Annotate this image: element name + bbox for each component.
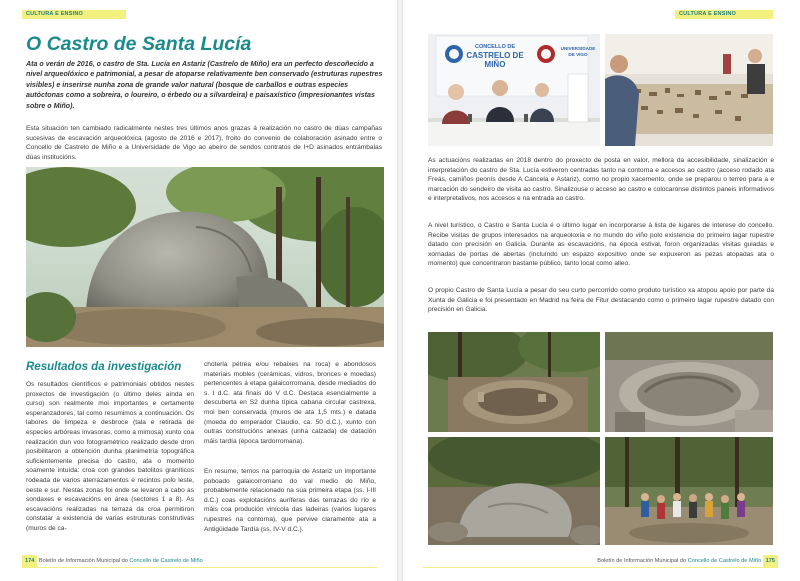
section-tag: CULTURA E ENSINO <box>22 10 126 19</box>
footer-rule <box>423 567 778 568</box>
page-number: 175 <box>763 555 778 567</box>
lead-paragraph: Ata o verán de 2016, o castro de Sta. Lucía en Astariz (Castrelo de Miño) era un perfecto descoñecido a nivel arqueolóxico e patrimonial, a pesar de atoparse relativamente ben conservado (estruturas rupestres visibles) e inserirse nunha zona de grande valor natural (bosque de carballos e outras especies autóctonas como a sobreira, o loureiro, o érbedo ou a silvardeira) e paisaxístico (impresionantes vistas sobre o Miño). <box>26 60 383 110</box>
excavation-photo-1 <box>428 332 600 432</box>
university-banner-text <box>558 46 598 58</box>
excavation-photo-2 <box>605 332 773 432</box>
concello-banner-line-1: CONCELLO DE <box>474 44 516 50</box>
footer-accent-text: Concello de Castrelo de Miño <box>687 558 762 564</box>
excavation-2-illustration <box>605 332 773 432</box>
exhibition-photo <box>605 34 773 146</box>
guided-visit-photo <box>605 437 773 545</box>
university-banner-line-2: DE VIGO <box>568 52 588 57</box>
actions-paragraph: As actuacións realizadas en 2018 dentro do proxecto de posta en valor, mellora da accesibilidade, sinalización e interpretación do castro de Sta. Lucía estiveron centradas tanto na contorna e accesos ao castro (acceso rodado ata Freás, camiños peonís desde A Cancela e Astariz), como no propio xacemento, onde se preparou o terreo para a e marcación do sendeiro de visita ao castro. Sinalizouse o acceso ao castro e colocaronse distintos paneis informativos e interpretativos, nos accesos e na entrada ao castro. <box>428 157 774 203</box>
results-column-2-part-1: choterla pétrea e/ou rebaixes na roca) e abondosos materiais mobles (cerámicas, vidros, bronces e moedas) pertencentes á etapa galaicorromana, desde mediados do s. I d.C. ata finais do V d.C. Destaca esencialmente a descuberta en S2 dunha típica cabana circular castrexa, moi ben conservada (muros de ata 1,5 mts.) e datada (moeda do emperador Claudio, ca. 50 d.C.), xunto con outras construcións anexas (unha calzada) de datación máis tardía (época tardorromana). <box>204 361 376 445</box>
excavation-3-illustration <box>428 437 600 545</box>
concello-banner-line-2: CASTRELO DE MIÑO <box>466 51 524 69</box>
results-subheading: Resultados da investigación <box>26 361 182 373</box>
footer-accent-text: Concello de Castrelo de Miño <box>129 558 203 564</box>
results-column-1: Os resultados científicos e patrimoniais obtidos nestes proxectos de investigación (o último deles aínda en curso) son realmente moi importantes e certamente esperanzadores, tal como resumimos a continuación. Os labores de limpeza e desbroce (tala e retirada de especies arbóreas invasoras, como a mimosa) xunto coa realización dun voo fotogramétrico realizado desde dron posibilitaron a obtención dunha planimetría topográfica suficientemente precisa do castro, ata o momento soamente intuída: croa con grandes batolitos graníticos rodeada de varios aterrazamentos e recintos polo leste, oeste e sur. Nestas zonas foi onde se levaron a cabo as sondaxes e escavacións en área (sectores 1 a 8). As escavacións realizadas na terraza da croa permitiron constatar a existencia de varias estruturas construtivas (muros de ca- <box>26 381 194 532</box>
footer-rule <box>22 567 377 568</box>
page-footer <box>597 555 778 567</box>
page-number: 174 <box>22 555 37 567</box>
castro-rock-illustration <box>26 167 384 347</box>
excavation-photo-3 <box>428 437 600 545</box>
left-page <box>0 0 397 581</box>
footer-text: Boletín de Información Municipal do <box>597 558 688 564</box>
guided-visit-illustration <box>605 437 773 545</box>
castro-rock-photo <box>26 167 384 347</box>
fitur-paragraph: O propio Castro de Santa Lucía a pesar do seu curto percorrido como produto turístico xa atopou apoio por parte da Xunta de Galicia e foi presentado en Madrid na feira de Fitur destacando como o primeiro lagar rupestre datado con precisión en Galicia. <box>428 287 774 314</box>
tourism-paragraph: A nivel turístico, o Castro e Santa Lucía é o último lugar en incorporarse á lista de lugares de interese do concello. Recibe visitas de grupos interesados na arqueoloxía e no mundo do viño polo existencia do primeiro lagar rupestre datado con precisión en Galicia. Durante as escavacións, na época estival, foron organizadas visitas guiadas e xornadas de portas de abertas (incluíndo un espazo expositivo onde se expuxeron as pezas atopadas ata o momento) que concentraron bastante público, tanto local como alleo. <box>428 222 774 268</box>
excavation-1-illustration <box>428 332 600 432</box>
exhibition-illustration <box>605 34 773 146</box>
right-page <box>403 0 800 581</box>
section-tag: CULTURA E ENSINO <box>675 10 773 19</box>
results-column-2-part-2: En resume, temos na parroquia de Astariz un importante poboado galaicorromano do val medio do Miño, probablemente relacionado na súa primeira etapa (ss. I-III d.C.) coas explotacións auríferas das terrazas do río e máis coa produción vinícola das ladeiras (varios lugares rupestres na contorna), que pervive claramente ata a Antigüidade Tardía (ss. IV-V d.C.). <box>204 468 376 533</box>
footer-text: Boletín de Información Municipal do <box>38 558 130 564</box>
page-footer <box>22 555 203 567</box>
intro-paragraph: Esta situación ten cambiado radicalmente nestes tres últimos anos grazas á realización no castro de dúas campañas sucesivas de escavación arqueolóxica (agosto de 2016 e 2017), froito do convenio de colaboración asinado entre o Concello de Castrelo de Miño e a Universidade de Vigo ao abeiro de sendos contratos de I+D asinados entrámbalas dúas institucións. <box>26 125 382 161</box>
press-conference-photo <box>428 34 600 146</box>
concello-banner-text <box>466 44 524 69</box>
article-title: O Castro de Santa Lucía <box>26 33 252 55</box>
university-banner-line-1: UNIVERSIDADE <box>560 46 596 51</box>
